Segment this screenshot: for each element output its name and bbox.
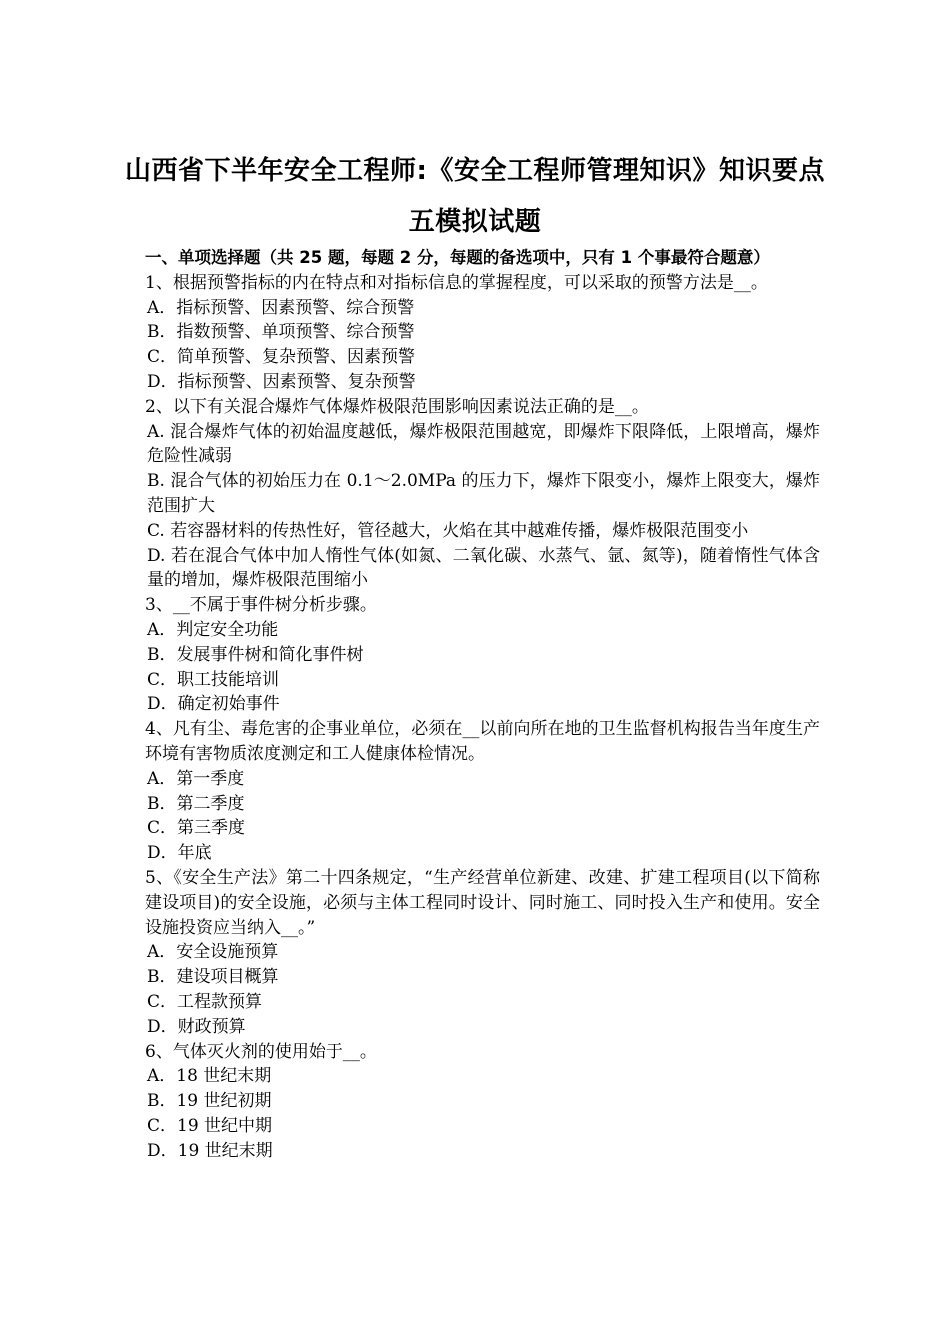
option-d: D. 若在混合气体中加人惰性气体(如氮、二氧化碳、水蒸气、氩、氮等)，随着惰性气体含量的增加，爆炸极限范围缩小 [147,545,820,591]
question-stem: 4、凡有尘、毒危害的企事业单位，必须在__以前向所在地的卫生监督机构报告当年度生产环境有害物质浓度测定和工人健康体检情况。 [145,719,820,764]
question-2 [145,395,820,593]
option-a: A．指标预警、因素预警、综合预警 [147,297,415,318]
option-d: D．财政预算 [147,1016,246,1037]
option-d: D．确定初始事件 [147,694,280,715]
section-heading: 一、单项选择题（共 25 题，每题 2 分，每题的备选项中，只有 1 个事最符合题意） [145,248,770,267]
document-title-line-1: 山西省下半年安全工程师:《安全工程师管理知识》知识要点 [125,156,825,186]
option-a: A．第一季度 [147,768,245,789]
option-c: C．工程款预算 [147,991,263,1012]
question-3 [145,593,820,717]
question-1 [145,271,820,395]
option-b: B．指数预警、单项预警、综合预警 [147,322,415,343]
question-5 [145,866,820,1040]
option-a: A．判定安全功能 [147,619,279,640]
option-b: B. 混合气体的初始压力在 0.1～2.0MPa 的压力下，爆炸下限变小，爆炸上限变大，爆炸范围扩大 [147,471,820,516]
document-title-line-2: 五模拟试题 [408,207,542,237]
option-c: C．简单预警、复杂预警、因素预警 [147,347,416,368]
question-stem: 5、《安全生产法》第二十四条规定，“生产经营单位新建、改建、扩建工程项目(以下简称建设项目)的安全设施，必须与主体工程同时设计、同时施工、同时投入生产和使用。安全设施投资应当纳入__。” [145,867,820,938]
option-c: C．第三季度 [147,818,246,839]
option-b: B．发展事件树和简化事件树 [147,644,364,665]
option-b: B．建设项目概算 [147,967,279,988]
question-6 [145,1040,820,1164]
option-b: B．第二季度 [147,793,245,814]
option-d: D．19 世纪末期 [147,1140,273,1161]
option-a: A．安全设施预算 [147,942,279,963]
question-stem: 1、根据预警指标的内在特点和对指标信息的掌握程度，可以采取的预警方法是__。 [145,272,768,293]
option-a: A. 混合爆炸气体的初始温度越低，爆炸极限范围越宽，即爆炸下限降低，上限增高，爆炸危险性减弱 [147,421,820,467]
option-c: C．19 世纪中期 [147,1115,273,1136]
question-stem: 3、__不属于事件树分析步骤。 [145,595,377,616]
option-c: C. 若容器材料的传热性好，管径越大，火焰在其中越难传播，爆炸极限范围变小 [147,520,749,541]
document-body [145,246,820,1163]
question-stem: 2、以下有关混合爆炸气体爆炸极限范围影响因素说法正确的是__。 [145,396,649,417]
question-4 [145,717,820,866]
option-d: D．年底 [147,843,212,864]
option-d: D．指标预警、因素预警、复杂预警 [147,371,416,392]
option-b: B．19 世纪初期 [147,1091,272,1112]
option-c: C．职工技能培训 [147,669,280,690]
option-a: A．18 世纪末期 [147,1066,272,1087]
question-stem: 6、气体灭火剂的使用始于__。 [145,1041,377,1062]
